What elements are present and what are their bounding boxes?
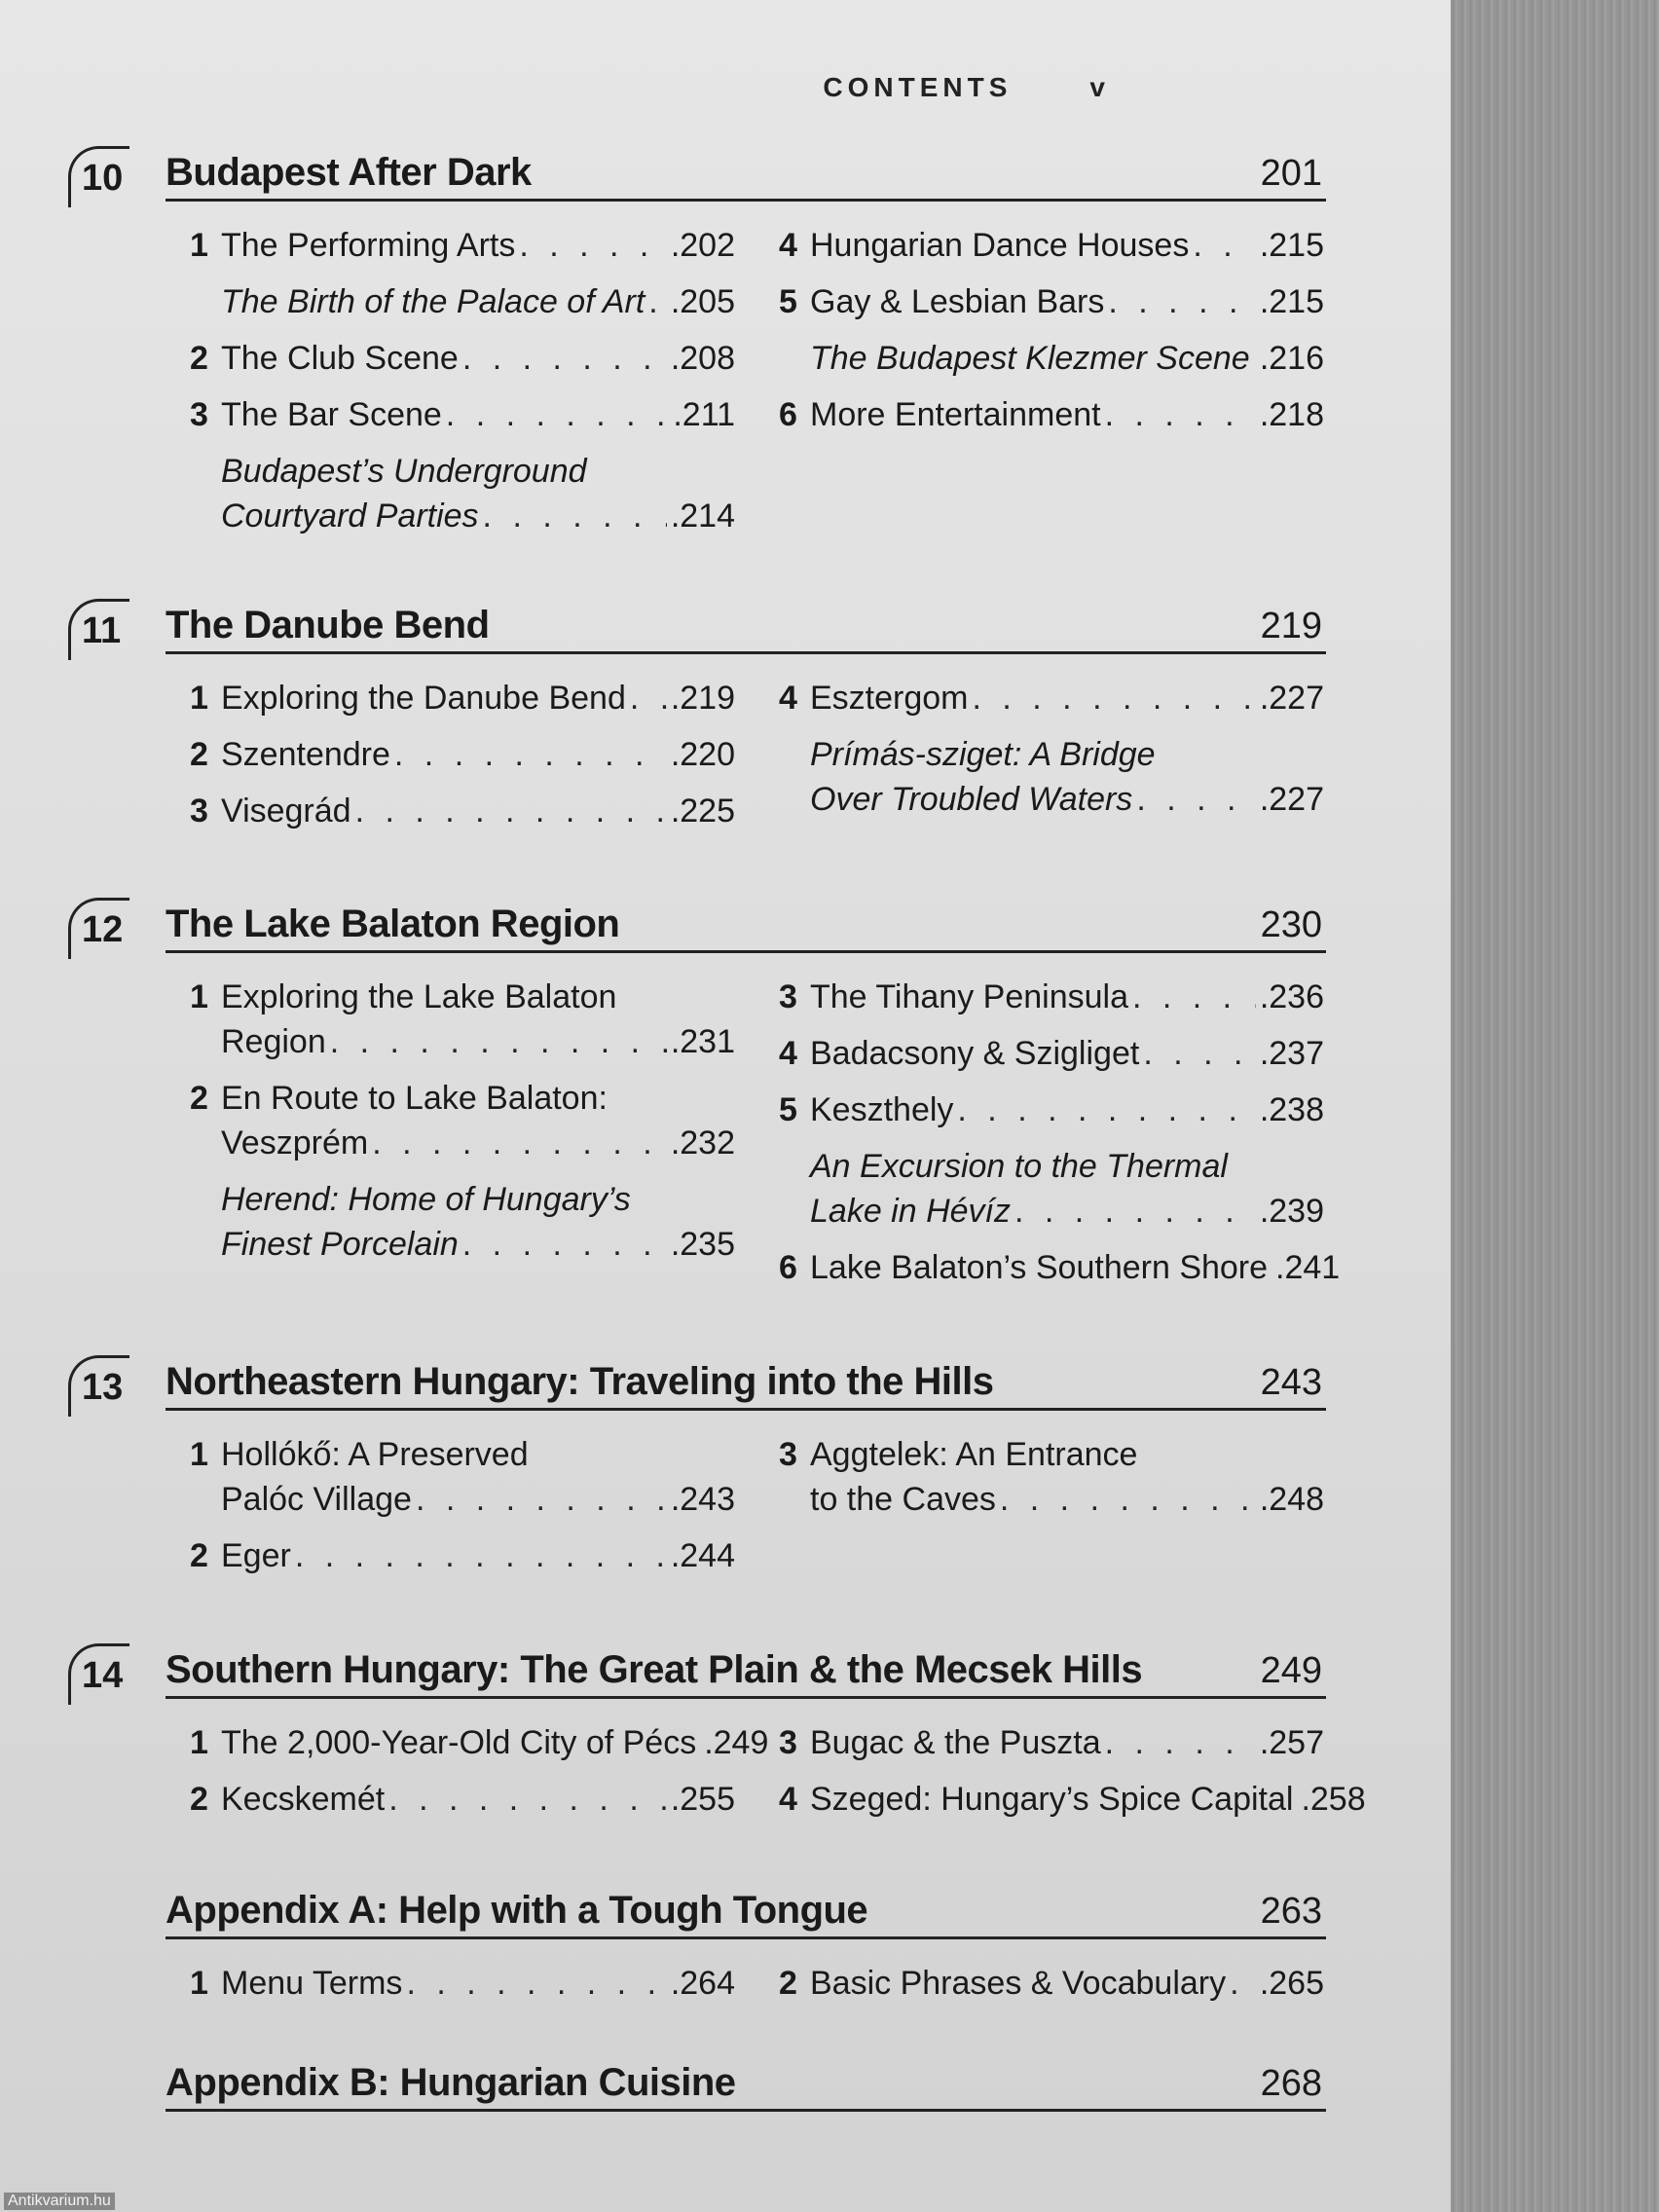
entry-line — [221, 1477, 735, 1522]
entry-title: An Excursion to the Thermal — [810, 1148, 1228, 1185]
chapter-number-badge — [68, 599, 136, 657]
dot-leader — [648, 279, 667, 324]
entry-number: 3 — [779, 1436, 797, 1473]
entry-number: 2 — [190, 736, 208, 773]
entry-line — [221, 1533, 735, 1578]
entry-line — [221, 336, 735, 381]
entry-line — [810, 1720, 1324, 1765]
entry-number: 5 — [779, 283, 797, 320]
entry-page: .264 — [670, 1965, 735, 2002]
dot-leader — [1193, 223, 1255, 268]
entry-number: 2 — [779, 1965, 797, 2002]
chapter-number-badge — [68, 1355, 136, 1414]
entry-title: Herend: Home of Hungary’s — [221, 1181, 631, 1218]
entry-line — [221, 392, 735, 437]
entry-line — [221, 732, 735, 777]
entry-title: Bugac & the Puszta — [810, 1724, 1101, 1761]
entry-number: 6 — [779, 1249, 797, 1286]
entry-title: to the Caves — [810, 1481, 996, 1518]
chapter-page: 263 — [1260, 1891, 1322, 1932]
entry-title: En Route to Lake Balaton: — [221, 1080, 608, 1117]
entry-number: 6 — [779, 396, 797, 433]
chapter-number: 10 — [82, 158, 124, 199]
left-column — [190, 676, 735, 845]
dot-leader — [416, 1477, 667, 1522]
chapter-number: 13 — [82, 1367, 124, 1408]
entry-line — [810, 1088, 1324, 1132]
dot-leader — [355, 789, 667, 833]
chapter-section — [68, 1346, 1326, 1590]
entry-number: 2 — [190, 1781, 208, 1818]
toc-entry[interactable] — [190, 1432, 735, 1522]
right-column — [779, 1961, 1324, 2017]
entry-page: .244 — [670, 1537, 735, 1574]
toc-entry[interactable] — [779, 1144, 1324, 1234]
entry-title: Szeged: Hungary’s Spice Capital — [810, 1781, 1294, 1818]
toc-entry[interactable] — [779, 975, 1324, 1019]
dot-leader — [446, 392, 670, 437]
entry-page: .219 — [670, 680, 735, 717]
entry-line — [221, 449, 735, 494]
chapter-number: 12 — [82, 909, 124, 950]
entry-page: .205 — [670, 283, 735, 320]
chapter-heading[interactable] — [82, 1634, 1326, 1699]
entry-title: Lake Balaton’s Southern Shore — [810, 1249, 1269, 1286]
chapter-number-badge — [68, 146, 136, 204]
entry-line — [221, 494, 735, 538]
dot-leader — [483, 494, 667, 538]
entry-number: 3 — [779, 978, 797, 1015]
dot-leader — [1105, 392, 1256, 437]
entry-page: .215 — [1259, 283, 1324, 320]
entry-number: 1 — [190, 680, 208, 717]
dot-leader — [372, 1121, 667, 1165]
right-column — [779, 975, 1341, 1302]
entry-number: 4 — [779, 1035, 797, 1072]
dot-leader — [1105, 1720, 1256, 1765]
entry-title: Courtyard Parties — [221, 498, 479, 535]
chapter-heading[interactable] — [82, 1346, 1326, 1411]
entry-line — [221, 1777, 735, 1822]
entry-page: .218 — [1259, 396, 1324, 433]
entry-line — [810, 732, 1324, 777]
chapter-page: 268 — [1260, 2063, 1322, 2104]
entry-title: Badacsony & Szigliget — [810, 1035, 1140, 1072]
page-stack-edge — [1451, 0, 1659, 2212]
chapter-number-badge — [68, 1643, 136, 1702]
toc-entry[interactable] — [190, 789, 735, 833]
entry-title: The Birth of the Palace of Art — [221, 283, 645, 320]
entry-line — [221, 975, 735, 1019]
toc-entry[interactable] — [190, 223, 735, 268]
dot-leader — [973, 676, 1256, 720]
chapter-title: Budapest After Dark — [166, 151, 532, 194]
entry-title: Over Troubled Waters — [810, 781, 1133, 818]
entry-page: .265 — [1259, 1965, 1324, 2002]
entry-page: .241 — [1275, 1249, 1341, 1286]
toc-entry[interactable] — [779, 336, 1324, 381]
entry-page: .257 — [1259, 1724, 1324, 1761]
entry-line — [221, 789, 735, 833]
toc-entry[interactable] — [190, 1533, 735, 1578]
left-column — [190, 223, 735, 550]
entry-title: The Bar Scene — [221, 396, 442, 433]
dot-leader — [1230, 1961, 1256, 2006]
chapter-title: The Lake Balaton Region — [166, 903, 620, 945]
entry-title: Szentendre — [221, 736, 390, 773]
entry-line — [810, 392, 1324, 437]
entry-page: .211 — [673, 396, 735, 433]
entry-page: .225 — [670, 793, 735, 830]
entry-title: Kecskemét — [221, 1781, 386, 1818]
running-head — [823, 72, 1110, 103]
left-column — [190, 975, 735, 1302]
entry-line — [221, 1720, 769, 1765]
chapter-page: 243 — [1260, 1362, 1322, 1403]
chapter-title: Appendix B: Hungarian Cuisine — [166, 2061, 736, 2104]
entry-page: .215 — [1259, 227, 1324, 264]
entry-title: Hungarian Dance Houses — [810, 227, 1190, 264]
dot-leader — [1136, 777, 1256, 822]
entry-number: 5 — [779, 1091, 797, 1128]
chapter-section — [68, 589, 1326, 845]
left-column — [190, 1961, 735, 2017]
dot-leader — [1108, 279, 1255, 324]
entry-title: More Entertainment — [810, 396, 1101, 433]
entry-line — [221, 1432, 735, 1477]
entry-page: .214 — [670, 498, 735, 535]
entry-number: 3 — [779, 1724, 797, 1761]
entry-line — [221, 223, 735, 268]
chapter-title: Northeastern Hungary: Traveling into the Hills — [166, 1360, 994, 1403]
entry-page: .208 — [670, 340, 735, 377]
chapter-heading[interactable] — [82, 136, 1326, 202]
entry-number: 1 — [190, 227, 208, 264]
chapter-page: 230 — [1260, 904, 1322, 945]
entry-page: .239 — [1259, 1193, 1324, 1230]
chapter-heading[interactable] — [82, 888, 1326, 953]
toc-entry[interactable] — [779, 1245, 1341, 1290]
entry-title: Prímás-sziget: A Bridge — [810, 736, 1156, 773]
entry-line — [810, 279, 1324, 324]
dot-leader — [388, 1777, 667, 1822]
dot-leader — [330, 1019, 667, 1064]
entry-page: .216 — [1259, 340, 1324, 377]
entry-line — [810, 676, 1324, 720]
entry-number: 4 — [779, 227, 797, 264]
toc-entry[interactable] — [779, 1777, 1366, 1822]
entry-title: Lake in Hévíz — [810, 1193, 1011, 1230]
dot-leader — [295, 1533, 667, 1578]
toc-entry[interactable] — [190, 1961, 735, 2006]
chapter-title: Appendix A: Help with a Tough Tongue — [166, 1889, 868, 1932]
entry-title: Palóc Village — [221, 1481, 412, 1518]
dot-leader — [519, 223, 666, 268]
entry-columns — [190, 1720, 1366, 1833]
chapter-page: 249 — [1260, 1650, 1322, 1691]
dot-leader — [957, 1088, 1255, 1132]
entry-title: Region — [221, 1023, 326, 1060]
entry-title: Veszprém — [221, 1124, 369, 1161]
chapter-title: Southern Hungary: The Great Plain & the Mecsek Hills — [166, 1648, 1143, 1691]
entry-line — [810, 1245, 1341, 1290]
entry-title: Finest Porcelain — [221, 1226, 459, 1263]
entry-page: .258 — [1301, 1781, 1366, 1818]
entry-page: .231 — [670, 1023, 735, 1060]
chapter-page: 201 — [1260, 153, 1322, 194]
toc-entry[interactable] — [779, 1961, 1324, 2006]
entry-number: 2 — [190, 1080, 208, 1117]
entry-line — [810, 336, 1324, 381]
toc-entry[interactable] — [779, 1031, 1324, 1076]
entry-line — [810, 1031, 1324, 1076]
chapter-number: 14 — [82, 1655, 124, 1696]
entry-page: .237 — [1259, 1035, 1324, 1072]
entry-page: .202 — [670, 227, 735, 264]
toc-entry[interactable] — [190, 279, 735, 324]
dot-leader — [1132, 975, 1256, 1019]
right-column — [779, 676, 1324, 845]
chapter-section — [68, 888, 1341, 1302]
entry-line — [810, 975, 1324, 1019]
entry-page: .232 — [670, 1124, 735, 1161]
chapter-heading[interactable] — [166, 2046, 1326, 2112]
dot-leader — [1014, 1189, 1256, 1234]
entry-title: Basic Phrases & Vocabulary — [810, 1965, 1227, 2002]
toc-entry[interactable] — [779, 392, 1324, 437]
left-column — [190, 1720, 769, 1833]
toc-entry[interactable] — [190, 1177, 735, 1267]
entry-page: .255 — [670, 1781, 735, 1818]
chapter-page: 219 — [1260, 606, 1322, 646]
entry-number: 4 — [779, 680, 797, 717]
entry-line — [221, 1019, 735, 1064]
entry-columns — [190, 1961, 1326, 2017]
right-column — [779, 1432, 1324, 1590]
entry-line — [221, 279, 735, 324]
toc-entry[interactable] — [779, 279, 1324, 324]
entry-line — [221, 676, 735, 720]
entry-title: Exploring the Danube Bend — [221, 680, 626, 717]
dot-leader — [462, 1222, 667, 1267]
entry-line — [810, 1189, 1324, 1234]
entry-title: Aggtelek: An Entrance — [810, 1436, 1138, 1473]
entry-title: The Budapest Klezmer Scene — [810, 340, 1250, 377]
toc-entry[interactable] — [779, 732, 1324, 822]
entry-number: 2 — [190, 340, 208, 377]
entry-number: 3 — [190, 396, 208, 433]
toc-entry[interactable] — [190, 1720, 769, 1765]
entry-columns — [190, 1432, 1326, 1590]
entry-number: 1 — [190, 1965, 208, 2002]
entry-columns — [190, 676, 1326, 845]
left-column — [190, 1432, 735, 1590]
entry-title: Eger — [221, 1537, 291, 1574]
watermark: Antikvarium.hu — [4, 2193, 115, 2210]
entry-number: 2 — [190, 1537, 208, 1574]
entry-line — [810, 1477, 1324, 1522]
dot-leader — [1254, 336, 1256, 381]
dot-leader — [394, 732, 667, 777]
dot-leader — [1000, 1477, 1256, 1522]
entry-columns — [190, 223, 1326, 550]
right-column — [779, 1720, 1366, 1833]
entry-title: Menu Terms — [221, 1965, 403, 2002]
running-head-label: CONTENTS — [823, 72, 1013, 102]
entry-page: .227 — [1259, 680, 1324, 717]
entry-title: The 2,000-Year-Old City of Pécs — [221, 1724, 697, 1761]
entry-page: .248 — [1259, 1481, 1324, 1518]
entry-title: The Tihany Peninsula — [810, 978, 1128, 1015]
dot-leader — [462, 336, 667, 381]
toc-entry[interactable] — [190, 1076, 735, 1165]
entry-line — [221, 1177, 735, 1222]
chapter-heading[interactable] — [166, 1874, 1326, 1939]
chapter-number-badge — [68, 898, 136, 956]
toc-entry[interactable] — [779, 223, 1324, 268]
entry-number: 1 — [190, 1724, 208, 1761]
entry-line — [221, 1961, 735, 2006]
toc-entry[interactable] — [190, 975, 735, 1064]
chapter-title: The Danube Bend — [166, 604, 490, 646]
entry-number: 1 — [190, 1436, 208, 1473]
dot-leader — [1143, 1031, 1256, 1076]
entry-page: .235 — [670, 1226, 735, 1263]
toc-entry[interactable] — [779, 1720, 1324, 1765]
entry-line — [810, 223, 1324, 268]
right-column — [779, 223, 1324, 550]
toc-entry[interactable] — [190, 676, 735, 720]
entry-columns — [190, 975, 1341, 1302]
entry-title: Keszthely — [810, 1091, 954, 1128]
dot-leader — [406, 1961, 666, 2006]
entry-page: .220 — [670, 736, 735, 773]
entry-line — [221, 1222, 735, 1267]
entry-number: 4 — [779, 1781, 797, 1818]
entry-title: The Performing Arts — [221, 227, 516, 264]
entry-title: Exploring the Lake Balaton — [221, 978, 617, 1015]
chapter-section — [68, 1874, 1326, 2017]
entry-line — [810, 1144, 1324, 1189]
dot-leader — [630, 676, 667, 720]
entry-line — [810, 1961, 1324, 2006]
entry-line — [810, 1432, 1324, 1477]
toc-entry[interactable] — [779, 1432, 1324, 1522]
entry-page: .227 — [1259, 781, 1324, 818]
chapter-section — [68, 136, 1326, 550]
chapter-heading[interactable] — [82, 589, 1326, 654]
chapter-section — [68, 1634, 1366, 1833]
toc-entry[interactable] — [190, 336, 735, 381]
entry-page: .249 — [704, 1724, 769, 1761]
entry-title: Visegrád — [221, 793, 351, 830]
entry-line — [221, 1076, 735, 1121]
running-head-page: v — [1089, 72, 1110, 102]
chapter-section — [68, 2046, 1326, 2112]
entry-line — [810, 777, 1324, 822]
toc-entry[interactable] — [190, 1777, 735, 1822]
toc-entry[interactable] — [779, 676, 1324, 720]
toc-entry[interactable] — [190, 449, 735, 538]
entry-line — [810, 1777, 1366, 1822]
entry-page: .243 — [670, 1481, 735, 1518]
entry-line — [221, 1121, 735, 1165]
entry-title: Esztergom — [810, 680, 969, 717]
toc-entry[interactable] — [190, 732, 735, 777]
entry-number: 1 — [190, 978, 208, 1015]
chapter-number: 11 — [82, 610, 122, 651]
entry-title: Budapest’s Underground — [221, 453, 587, 490]
entry-page: .238 — [1259, 1091, 1324, 1128]
entry-title: Gay & Lesbian Bars — [810, 283, 1105, 320]
entry-page: .236 — [1259, 978, 1324, 1015]
entry-title: The Club Scene — [221, 340, 459, 377]
entry-title: Hollókő: A Preserved — [221, 1436, 529, 1473]
entry-number: 3 — [190, 793, 208, 830]
toc-entry[interactable] — [190, 392, 735, 437]
toc-entry[interactable] — [779, 1088, 1324, 1132]
